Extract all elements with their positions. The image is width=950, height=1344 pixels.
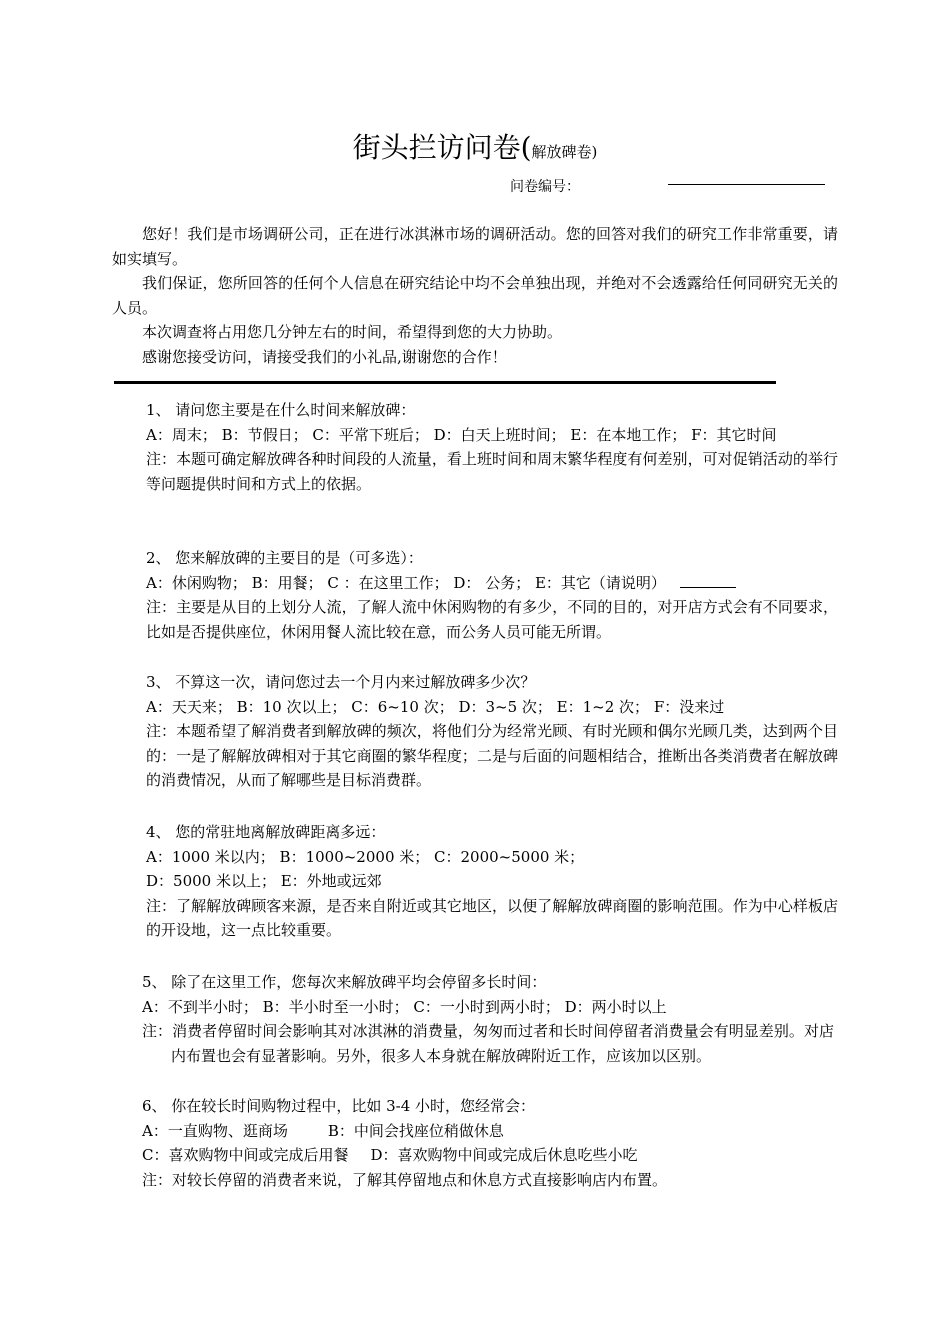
title-main: 街头拦访问卷(	[352, 131, 532, 164]
question-3	[146, 670, 838, 793]
question-options-row	[146, 571, 838, 596]
intro-paragraph: 本次调查将占用您几分钟左右的时间，希望得到您的大力协助。	[142, 323, 563, 341]
question-note: 注：了解解放碑顾客来源，是否来自附近或其它地区，以便了解解放碑商圈的影响范围。作为中心样板店的开设地，这一点比较重要。	[146, 896, 838, 939]
question-note: 注：主要是从目的上划分人流，了解人流中休闲购物的有多少，不同的目的，对开店方式会有不同要求，比如是否提供座位，休闲用餐人流比较在意，而公务人员可能无所谓。	[146, 598, 838, 641]
question-6	[142, 1094, 834, 1192]
option-d: D：喜欢购物中间或完成后休息吃些小吃	[370, 1146, 638, 1164]
question-options-row	[142, 1143, 834, 1168]
option-b: B：中间会找座位稍做休息	[327, 1121, 504, 1140]
question-options: A：周末； B：节假日； C：平常下班后； D：白天上班时间； E：在本地工作； F：其它时间	[146, 425, 777, 444]
option-c: C：喜欢购物中间或完成后用餐	[142, 1146, 349, 1164]
question-text: 6、 你在较长时间购物过程中，比如 3-4 小时，您经常会：	[142, 1097, 536, 1115]
question-options: D：5000 米以上； E：外地或远郊	[146, 872, 382, 890]
question-1	[146, 398, 838, 496]
questionnaire-number-label: 问卷编号：	[510, 179, 580, 195]
intro-paragraph: 您好！我们是市场调研公司，正在进行冰淇淋市场的调研活动。您的回答对我们的研究工作非常重要，请如实填写。	[112, 225, 838, 268]
option-a: A：一直购物、逛商场	[142, 1121, 288, 1140]
section-divider	[114, 381, 776, 384]
title-sub: 解放碑卷)	[531, 143, 598, 161]
intro-paragraph: 感谢您接受访问，请接受我们的小礼品,谢谢您的合作！	[142, 347, 507, 366]
page-title	[0, 130, 950, 170]
question-options: A：不到半小时； B：半小时至一小时； C：一小时到两小时； D：两小时以上	[142, 997, 667, 1016]
question-options: A：休闲购物； B：用餐； C ：在这里工作； D： 公务； E：其它（请说明）	[146, 573, 666, 592]
question-options-row	[142, 1119, 834, 1144]
intro-section	[112, 222, 838, 369]
question-4	[146, 820, 838, 943]
question-text: 2、 您来解放碑的主要目的是（可多选）：	[146, 549, 423, 567]
questionnaire-number-field[interactable]	[668, 184, 825, 185]
question-note: 注：本题希望了解消费者到解放碑的频次，将他们分为经常光顾、有时光顾和偶尔光顾几类，达到两个目的：一是了解解放碑相对于其它商圈的繁华程度；二是与后面的问题相结合，推断出各类消费者在解放碑的消费情况，从而了解哪些是目标消费群。	[146, 722, 838, 789]
question-options: A：天天来； B：10 次以上； C：6~10 次； D：3~5 次； E：1~2 次； F：没来过	[146, 697, 725, 716]
question-note: 注：对较长停留的消费者来说，了解其停留地点和休息方式直接影响店内布置。	[142, 1170, 668, 1189]
question-note: 注：本题可确定解放碑各种时间段的人流量，看上班时间和周末繁华程度有何差别，可对促销活动的举行等问题提供时间和方式上的依据。	[146, 450, 838, 493]
question-text: 5、 除了在这里工作，您每次来解放碑平均会停留多长时间：	[142, 973, 547, 991]
question-options: A：1000 米以内； B：1000~2000 米； C：2000~5000 米；	[146, 847, 585, 866]
question-note: 注：消费者停留时间会影响其对冰淇淋的消费量，匆匆而过者和长时间停留者消费量会有明显差别。对店内布置也会有显著影响。另外，很多人本身就在解放碑附近工作，应该加以区别。	[142, 1022, 834, 1065]
question-text: 3、 不算这一次，请问您过去一个月内来过解放碑多少次？	[146, 673, 536, 691]
question-2	[146, 546, 838, 644]
question-text: 1、 请问您主要是在什么时间来解放碑：	[146, 401, 416, 419]
question-text: 4、 您的常驻地离解放碑距离多远：	[146, 823, 386, 841]
question-5	[142, 970, 834, 1068]
other-explanation-blank[interactable]	[680, 573, 736, 588]
intro-paragraph: 我们保证，您所回答的任何个人信息在研究结论中均不会单独出现，并绝对不会透露给任何同研究无关的人员。	[112, 274, 838, 317]
